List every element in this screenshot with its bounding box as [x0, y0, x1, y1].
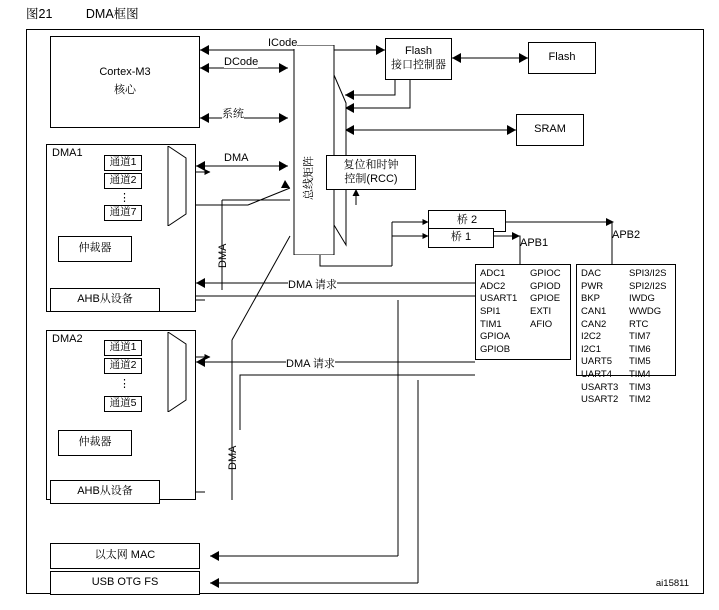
dma-request-label-1: DMA 请求 — [288, 276, 337, 292]
rcc-line2: 控制(RCC) — [344, 172, 398, 185]
apb2-left-1: DAC — [581, 268, 602, 279]
apb2-right-9: TIM4 — [629, 369, 651, 380]
apb1-label: APB1 — [520, 237, 549, 249]
rcc-line1: 复位和时钟 — [343, 158, 399, 171]
apb2-right-2: SPI2/I2S — [629, 280, 667, 292]
apb2-left-5: CAN2 — [581, 318, 607, 330]
apb2-right-10: TIM3 — [629, 381, 651, 393]
apb2-right-8: TIM5 — [629, 356, 651, 368]
figure-number: 图21 — [26, 7, 53, 21]
dma-vertical-label-2: DMA — [227, 445, 239, 470]
system-bus-label: 系统 — [222, 105, 244, 121]
apb2-left-10: USART3 — [581, 381, 619, 393]
apb1-left-7: GPIOB — [480, 343, 511, 355]
flash-ctrl-line2: 接口控制器 — [391, 59, 446, 71]
dcode-label: DCode — [224, 56, 259, 68]
cortex-line1: Cortex-M3 — [99, 66, 151, 79]
apb2-right-6: TIM7 — [629, 331, 651, 343]
apb2-right-5: RTC — [629, 318, 649, 330]
apb1-left-4: SPI1 — [480, 305, 501, 317]
dma2-ahb-slave: AHB从设备 — [50, 480, 160, 504]
dma2-channel-5: 通道5 — [104, 396, 142, 412]
bus-matrix-shape — [288, 45, 348, 255]
apb2-peripheral-list — [576, 264, 676, 406]
dma2-channels-ellipsis: ⋮ — [119, 378, 132, 390]
flash-interface-controller — [385, 38, 452, 80]
apb2-left-4: CAN1 — [581, 305, 607, 317]
bridge-2: 桥 2 — [428, 210, 506, 232]
flash-ctrl-line1: Flash — [405, 45, 432, 58]
apb1-left-1: ADC1 — [480, 268, 506, 279]
apb2-right-4: WWDG — [629, 305, 662, 317]
dma1-channel-7: 通道7 — [104, 205, 142, 221]
icode-label: ICode — [268, 37, 298, 49]
flash-memory: Flash — [528, 42, 596, 74]
apb1-left-3: USART1 — [480, 293, 518, 305]
dma-request-label-2: DMA 请求 — [286, 355, 335, 371]
dma-bus-label: DMA — [224, 152, 249, 164]
dma1-channel-1: 通道1 — [104, 155, 142, 171]
dma2-mux — [166, 332, 190, 412]
apb2-left-2: PWR — [581, 280, 604, 292]
dma1-mux — [166, 146, 190, 226]
apb1-peripheral-list — [475, 264, 571, 360]
reset-clock-control — [326, 155, 416, 190]
apb1-left-2: ADC2 — [480, 280, 506, 292]
apb2-right-7: TIM6 — [629, 343, 651, 355]
apb2-right-3: IWDG — [629, 293, 655, 305]
cortex-line2: 核心 — [114, 84, 136, 96]
apb2-label: APB2 — [612, 229, 641, 241]
apb2-left-6: I2C2 — [581, 331, 602, 343]
apb2-left-3: BKP — [581, 293, 601, 305]
apb2-right-1: SPI3/I2S — [629, 268, 667, 279]
apb2-left-11: USART2 — [581, 394, 619, 406]
apb1-right-4: EXTI — [530, 305, 552, 317]
apb2-left-9: UART4 — [581, 369, 612, 380]
ethernet-mac: 以太网 MAC — [50, 543, 200, 569]
bridge-1: 桥 1 — [428, 228, 494, 248]
dma1-arbiter: 仲裁器 — [58, 236, 132, 262]
dma2-title: DMA2 — [52, 333, 83, 345]
apb2-right-11: TIM2 — [629, 394, 651, 406]
apb1-left-6: GPIOA — [480, 331, 511, 343]
dma1-channels-ellipsis: ⋮ — [119, 192, 132, 204]
apb1-left-5: TIM1 — [480, 318, 502, 330]
sram-memory: SRAM — [516, 114, 584, 146]
apb1-right-5: AFIO — [530, 318, 553, 330]
apb2-left-8: UART5 — [581, 356, 612, 368]
usb-otg-fs: USB OTG FS — [50, 571, 200, 595]
apb1-right-1: GPIOC — [530, 268, 561, 279]
cortex-m3-core — [50, 36, 200, 128]
apb2-left-7: I2C1 — [581, 343, 602, 355]
apb1-right-2: GPIOD — [530, 280, 561, 292]
dma1-title: DMA1 — [52, 147, 83, 159]
figure-credit: ai15811 — [655, 578, 689, 589]
dma2-channel-1: 通道1 — [104, 340, 142, 356]
dma1-channel-2: 通道2 — [104, 173, 142, 189]
dma-vertical-label-1: DMA — [217, 243, 229, 268]
dma2-arbiter: 仲裁器 — [58, 430, 132, 456]
figure-title: DMA框图 — [85, 7, 139, 21]
dma1-ahb-slave: AHB从设备 — [50, 288, 160, 312]
dma2-channel-2: 通道2 — [104, 358, 142, 374]
apb1-right-3: GPIOE — [530, 293, 561, 305]
bus-matrix-label: 总线矩阵 — [303, 156, 315, 200]
